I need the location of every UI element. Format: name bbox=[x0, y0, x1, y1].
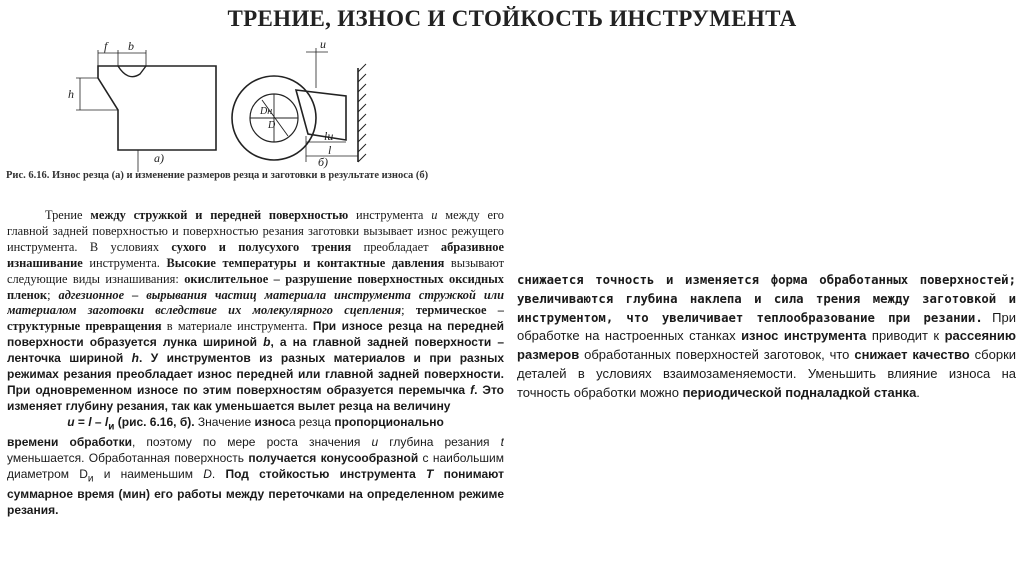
left-column bbox=[7, 208, 504, 576]
paragraph-friction: Трение между стружкой и передней поверхностью инструмента и между его главной задней поверхностью и поверхностью резания заготовки вызывает износ режущего инструмента. В условиях сухого и полусухого трения преобладает абразивное изнашивание инструмента. Высокие температуры и контактные давления вызывают следующие виды изнашивания: окислительное – разрушение поверхностных оксидных пленок; адгезионное – вырывания частиц материала инструмента стружкой или материалом заготовки вследствие их молекулярного сцепления; термическое – структурные превращения в материале инструмента. При износе резца на передней поверхности образуется лунка шириной b, а на главной задней поверхности – ленточка шириной h. У инструментов из разных материалов и при разных режимах резания преобладает износ передней или главной задней поверхности. При одновременном износе по этим поверхностям образуется перемычка f. Это изменяет глубину резания, так как уменьшается вылет резца на величину bbox=[7, 208, 504, 413]
label-l: l bbox=[328, 143, 332, 157]
label-dh: Dн bbox=[260, 106, 273, 117]
label-h: h bbox=[68, 87, 74, 101]
slide-title: ТРЕНИЕ, ИЗНОС И СТОЙКОСТЬ ИНСТРУМЕНТА bbox=[227, 6, 797, 31]
label-f: f bbox=[104, 39, 108, 53]
label-bb: б) bbox=[318, 155, 329, 169]
right-bold-intro: снижается точность и изменяется форма обработанных поверхностей; увеличиваются глубина наклепа и сила трения между заготовкой и инструментом, что увеличивает теплообразование при резании. bbox=[517, 273, 1016, 325]
label-u: u bbox=[320, 38, 326, 51]
paragraph-wear-start: При износе резца на передней поверхности образуется лунка шириной b, а на главной задней поверхности – ленточка шириной h. У инструментов из разных материалов и при разных режимах резания преобладает износ передней или главной задней поверхности. При одновременном износе по этим поверхностям образуется перемычка f. Это изменяет глубину резания, так как уменьшается вылет резца на величину bbox=[7, 319, 504, 413]
right-column: снижается точность и изменяется форма обработанных поверхностей; увеличиваются глубина наклепа и сила трения между заготовкой и инструментом, что увеличивает теплообразование при резании. При обработке на настроенных станках износ инструмента приводит к рассеянию размеров обработанных поверхностей заготовок, что снижает качество сборки деталей в условиях взаимозаменяемости. Уменьшить влияние износа на точность обработки можно периодической подналадкой станка. bbox=[517, 273, 1017, 400]
label-b: b bbox=[128, 39, 134, 53]
formula-line: $u = l - l_и$ (рис. 6.16, б). Значение износа резца пропорционально bbox=[67, 414, 444, 433]
label-lu: lи bbox=[324, 129, 334, 143]
paragraph-durability: времени обработки, поэтому по мере роста значения и глубина резания t уменьшается. Обработанная поверхность получается конусообразной с наибольшим диаметром $D_и$ и наименьшим D. Под стойкостью инструмента Т понимают суммарное время (мин) его работы между переточками на определенном режиме резания. bbox=[7, 435, 504, 518]
cutter-body-a bbox=[98, 66, 216, 150]
label-a: а) bbox=[154, 151, 164, 165]
label-d: D bbox=[268, 120, 276, 131]
crater-a bbox=[118, 66, 146, 77]
wall-hatching bbox=[358, 64, 366, 162]
cutter-body-b bbox=[296, 90, 346, 140]
figure-caption: Рис. 6.16. Износ резца (а) и изменение размеров резца и заготовки в результате износа (б) bbox=[6, 170, 429, 181]
